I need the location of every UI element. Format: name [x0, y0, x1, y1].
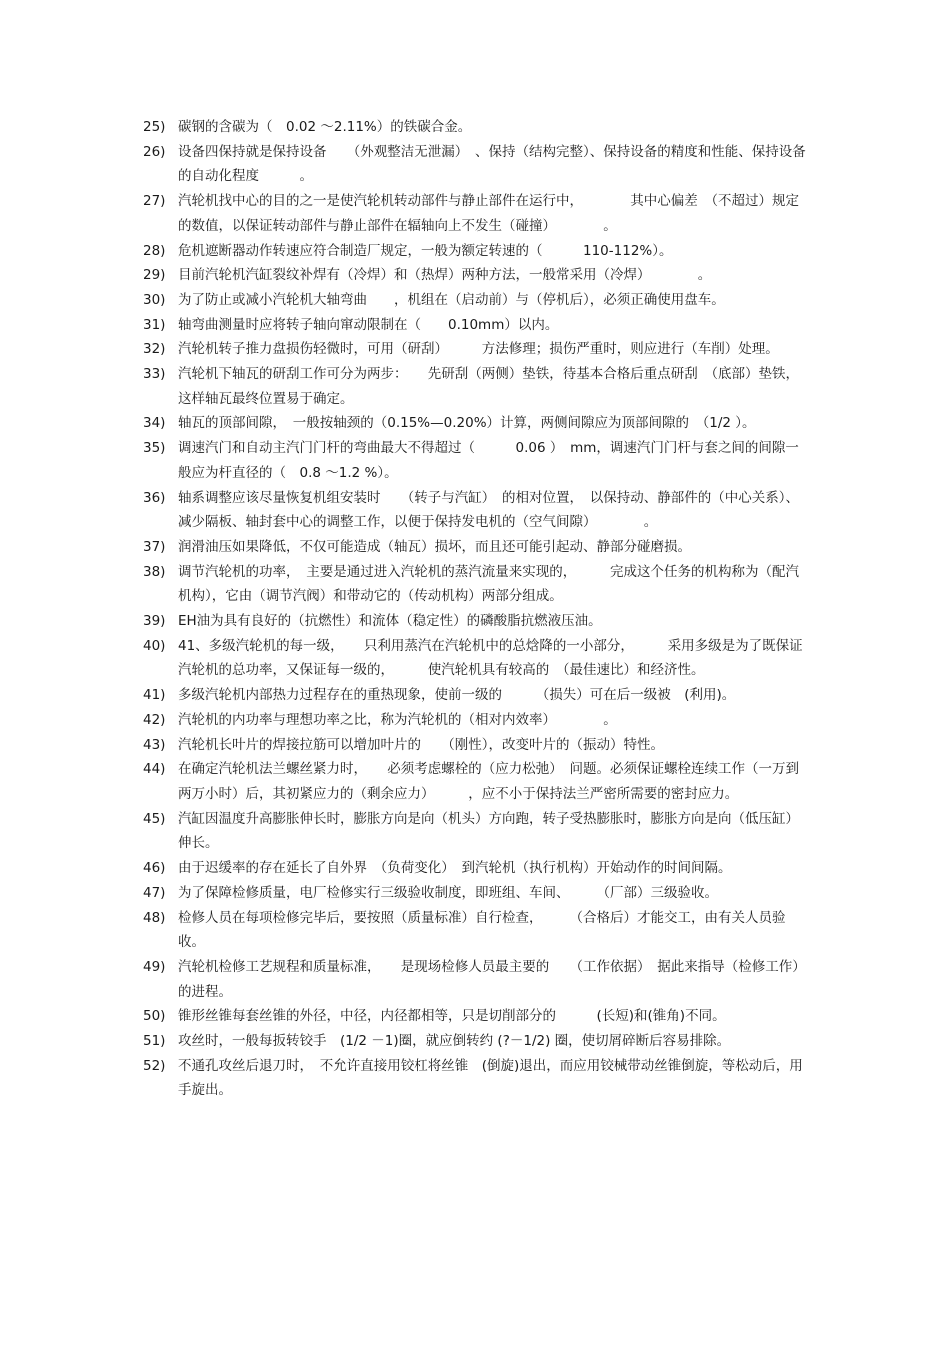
item-number: 37) — [143, 538, 166, 555]
item-number: 34) — [143, 415, 166, 432]
item-text: 危机遮断器动作转速应符合制造厂规定，一般为额定转速的（ 110-112%）。 — [178, 242, 673, 259]
item-number: 47) — [143, 884, 166, 901]
item-number: 28) — [143, 242, 166, 259]
item-text: 调速汽门和自动主汽门门杆的弯曲最大不得超过（ 0.06 ） mm，调速汽门门杆与套之间的间隙一般应为杆直径的（ 0.8 ～1.2 %）。 — [178, 440, 799, 481]
item-number: 38) — [143, 563, 166, 580]
item-text: 为了防止或减小汽轮机大轴弯曲 ，机组在（启动前）与（停机后），必须正确使用盘车。 — [178, 291, 725, 308]
item-text: 多级汽轮机内部热力过程存在的重热现象，使前一级的 （损失）可在后一级被 (利用)。 — [178, 687, 736, 704]
item-text: 汽轮机下轴瓦的研刮工作可分为两步： 先研刮（两侧）垫铁，待基本合格后重点研刮 （底部）垫铁，这样轴瓦最终位置易于确定。 — [178, 366, 799, 407]
list-item — [0, 239, 950, 264]
item-text: 轴系调整应该尽量恢复机组安装时 （转子与汽缸） 的相对位置， 以保持动、静部件的（中心关系）、减少隔板、轴封套中心的调整工作，以便于保持发电机的（空气间隙） 。 — [178, 489, 799, 531]
list-item — [0, 263, 950, 288]
item-text: 由于迟缓率的存在延长了自外界 （负荷变化） 到汽轮机（执行机构）开始动作的时间间隔。 — [178, 860, 732, 877]
list-item — [0, 634, 950, 683]
item-text: 为了保障检修质量，电厂检修实行三级验收制度，即班组、车间、 （厂部）三级验收。 — [178, 884, 718, 901]
list-item — [0, 757, 950, 806]
item-text: 汽轮机检修工艺规程和质量标准， 是现场检修人员最主要的 （工作依据） 据此来指导（检修工作）的进程。 — [178, 958, 806, 1000]
item-text: 攻丝时，一般每扳转铰手 (1/2 －1)圈，就应倒转约 (?－1/2) 圈，使切屑碎断后容易排除。 — [178, 1033, 731, 1050]
item-text: 不通孔攻丝后退刀时， 不允许直接用铰杠将丝锥 (倒旋)退出，而应用铰械带动丝锥倒旋，等松动后，用手旋出。 — [178, 1057, 803, 1099]
item-number: 41) — [143, 687, 166, 704]
item-number: 29) — [143, 267, 166, 284]
item-number: 52) — [143, 1057, 166, 1074]
item-number: 45) — [143, 810, 166, 827]
list-item — [0, 683, 950, 708]
item-text: 轴瓦的顶部间隙， 一般按轴颈的（0.15%—0.20%）计算，两侧间隙应为顶部间隙的 （1/2 ）。 — [178, 415, 756, 432]
item-text: 汽轮机找中心的目的之一是使汽轮机转动部件与静止部件在运行中， 其中心偏差 （不超过）规定的数值，以保证转动部件与静止部件在辐轴向上不发生（碰撞） 。 — [178, 193, 799, 234]
list-item — [0, 337, 950, 362]
item-number: 43) — [143, 736, 166, 753]
item-text: 目前汽轮机汽缸裂纹补焊有（冷焊）和（热焊）两种方法，一般常采用（冷焊） 。 — [178, 267, 712, 284]
item-number: 42) — [143, 711, 166, 728]
list-item — [0, 708, 950, 733]
item-number: 50) — [143, 1008, 166, 1025]
item-text: 检修人员在每项检修完毕后，要按照（质量标准）自行检查， （合格后）才能交工，由有关人员验收。 — [178, 909, 786, 951]
item-number: 44) — [143, 761, 166, 778]
list-item — [0, 313, 950, 338]
list-item — [0, 436, 950, 485]
list-item — [0, 807, 950, 856]
item-number: 25) — [143, 119, 166, 135]
item-number: 27) — [143, 193, 166, 210]
list-item — [0, 881, 950, 906]
item-text: 在确定汽轮机法兰螺丝紧力时， 必须考虑螺栓的（应力松弛） 问题。必须保证螺栓连续工作（一万到两万小时）后，其初紧应力的（剩余应力） ，应不小于保持法兰严密所需要的密封应力。 — [178, 761, 799, 802]
item-number: 46) — [143, 860, 166, 877]
item-text: 汽缸因温度升高膨胀伸长时，膨胀方向是向（机头）方向跑，转子受热膨胀时，膨胀方向是向（低压缸）伸长。 — [178, 810, 799, 852]
item-text: 碳钢的含碳为（ 0.02 ～2.11%）的铁碳合金。 — [178, 119, 472, 135]
item-number: 39) — [143, 613, 166, 630]
item-text: 汽轮机长叶片的焊接拉筋可以增加叶片的 （刚性），改变叶片的（振动）特性。 — [178, 736, 664, 753]
item-number: 40) — [143, 637, 166, 654]
item-text: 调节汽轮机的功率， 主要是通过进入汽轮机的蒸汽流量来实现的， 完成这个任务的机构称为（配汽机构），它由（调节汽阀）和带动它的（传动机构）两部分组成。 — [178, 563, 799, 605]
list-item — [0, 189, 950, 238]
item-number: 31) — [143, 316, 166, 333]
list-item — [0, 1054, 950, 1103]
item-text: 汽轮机的内功率与理想功率之比，称为汽轮机的（相对内效率） 。 — [178, 711, 617, 728]
item-text: EH油为具有良好的（抗燃性）和流体（稳定性）的磷酸脂抗燃液压油。 — [178, 613, 602, 630]
item-text: 汽轮机转子推力盘损伤轻微时，可用（研刮） 方法修理；损伤严重时，则应进行（车削）处理。 — [178, 341, 779, 358]
list-item — [0, 906, 950, 955]
list-item — [0, 856, 950, 881]
list-item — [0, 955, 950, 1004]
list-item — [0, 362, 950, 411]
list-item — [0, 411, 950, 436]
item-text: 锥形丝锥每套丝锥的外径，中径，内径都相等，只是切削部分的 (长短)和(锥角)不同。 — [178, 1008, 726, 1025]
list-item — [0, 140, 950, 189]
item-number: 35) — [143, 440, 166, 457]
item-text: 41、多级汽轮机的每一级， 只利用蒸汽在汽轮机中的总焓降的一小部分， 采用多级是为了既保证汽轮机的总功率，又保证每一级的， 使汽轮机具有较高的 （最佳速比）和经济性。 — [178, 637, 803, 679]
item-number: 30) — [143, 291, 166, 308]
item-text: 润滑油压如果降低，不仅可能造成（轴瓦）损坏，而且还可能引起动、静部分碰磨损。 — [178, 538, 691, 555]
item-number: 26) — [143, 143, 166, 160]
list-item — [0, 535, 950, 560]
item-number: 49) — [143, 958, 166, 975]
item-number: 51) — [143, 1033, 166, 1050]
list-item — [0, 1029, 950, 1054]
list-item — [0, 609, 950, 634]
item-number: 36) — [143, 489, 166, 506]
item-number: 33) — [143, 366, 166, 383]
list-item — [0, 733, 950, 758]
item-text: 轴弯曲测量时应将转子轴向窜动限制在（ 0.10mm）以内。 — [178, 316, 559, 333]
list-item — [0, 288, 950, 313]
item-number: 48) — [143, 909, 166, 926]
list-item — [0, 560, 950, 609]
question-list — [0, 115, 950, 1103]
list-item — [0, 486, 950, 535]
list-item — [0, 1004, 950, 1029]
list-item — [0, 115, 950, 140]
item-text: 设备四保持就是保持设备 （外观整洁无泄漏） 、保持（结构完整）、保持设备的精度和性能、保持设备的自动化程度 。 — [178, 143, 806, 185]
item-number: 32) — [143, 341, 166, 358]
